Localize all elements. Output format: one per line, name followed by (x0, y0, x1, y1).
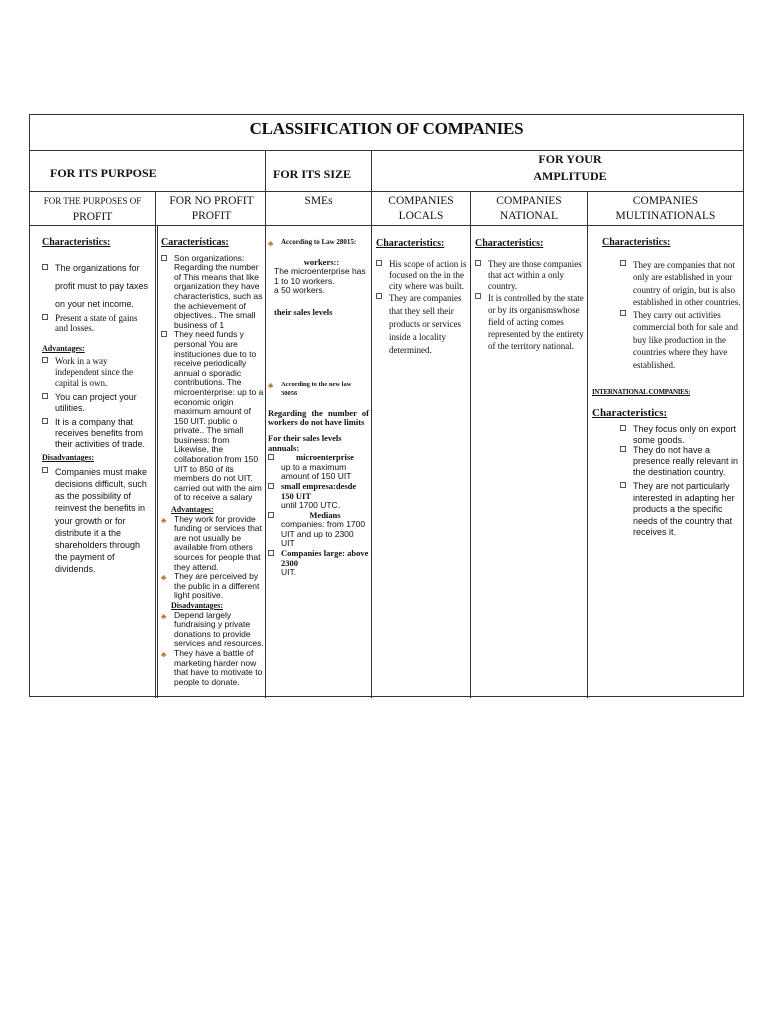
column-divider (157, 225, 158, 698)
checkbox-bullet-icon (620, 482, 626, 488)
checkbox-bullet-icon (268, 512, 274, 518)
bullet-marker-icon: ♣ (268, 380, 274, 390)
list-item: Work in a way independent since the capital is own. (42, 356, 152, 388)
characteristics-heading: Characteristics: (602, 237, 671, 248)
nonprofit-cell (161, 238, 266, 687)
checkbox-bullet-icon (268, 483, 274, 489)
column-divider (371, 150, 372, 698)
column-header-smes: SMEs (304, 195, 333, 207)
column-header-profit: FOR THE PURPOSES OF PROFIT (43, 196, 142, 223)
bullet-marker-icon: ♣ (161, 649, 167, 659)
characteristics-heading: Characteristics: (376, 238, 445, 249)
bullet-marker-icon: ♣ (161, 573, 167, 583)
bullet-marker-icon: ♣ (268, 239, 274, 248)
disadvantages-heading: Disadvantages: (171, 600, 224, 610)
group-header-purpose: FOR ITS PURPOSE (50, 166, 157, 180)
column-divider (470, 191, 471, 698)
checkbox-bullet-icon (268, 454, 274, 460)
list-item: They need funds y personal You are instituciones due to to receive periodically annual o sporadic contributions. The microenterprise: up to a economic origin maximum amount of 150 UIT. public o private.. The small business: from Likewise, the collaboration from 150 UIT to 850 of its members do not UIT. carried out with the aim of to receive a salary (161, 330, 266, 503)
list-item: Companies must make decisions difficult, such as the possibility of reinvest the benefits in your growth or for distribute it a the shareholders through the payment of dividends. (42, 466, 152, 576)
characteristics-heading: Características: (161, 237, 229, 248)
list-item: The organizations for profit must to pay taxes on your net income. (42, 259, 152, 313)
checkbox-bullet-icon (620, 260, 626, 266)
list-item: Son organizations: Regarding the number of This means that like organization they have characteristics, such as the achievement of objectives.. The small business of 1 (161, 254, 266, 331)
group-header-amplitude: FOR YOUR AMPLITUDE (533, 152, 607, 183)
list-item: small empresa:desde 150 UIT until 1700 UTC. (268, 482, 369, 511)
advantages-heading: Advantages: (42, 343, 85, 353)
list-item: Companies large: above 2300 UIT. (268, 549, 369, 578)
checkbox-bullet-icon (620, 446, 626, 452)
list-item: ♣ They are perceived by the public in a different light positive. (161, 571, 260, 601)
advantages-heading: Advantages: (171, 505, 214, 515)
disadvantages-heading: Disadvantages: (42, 453, 95, 463)
national-cell (475, 238, 587, 352)
column-divider (587, 191, 588, 698)
bullet-marker-icon: ♣ (161, 515, 167, 525)
classification-table (29, 114, 744, 697)
column-header-multinationals: COMPANIES MULTINATIONALS (615, 195, 716, 222)
column-header-national: COMPANIES NATIONAL (496, 195, 562, 222)
list-item: They focus only on export some goods. (620, 424, 742, 445)
multinationals-cell (592, 238, 742, 539)
list-item: They do not have a presence really relevant in the destination country. (620, 445, 742, 477)
international-companies-heading: INTERNATIONAL COMPANIES: (592, 388, 691, 397)
column-divider (155, 191, 156, 698)
checkbox-bullet-icon (268, 550, 274, 556)
list-item: They carry out activities commercial both for sale and buy like production in the countries where they have established. (620, 309, 742, 372)
checkbox-bullet-icon (42, 393, 48, 399)
list-item: microenterprise up to a maximum amount of 150 UIT (268, 453, 369, 482)
checkbox-bullet-icon (42, 314, 48, 320)
checkbox-bullet-icon (620, 425, 626, 431)
checkbox-bullet-icon (42, 418, 48, 424)
column-header-locals: COMPANIES LOCALS (388, 195, 454, 222)
law-30056-heading: ♣ According to the new law 30056 (268, 380, 352, 398)
column-header-nonprofit: FOR NO PROFIT PROFIT (169, 195, 254, 222)
list-item: They are companies that they sell their products or services inside a locality determined. (376, 292, 468, 357)
smes-cell (268, 238, 369, 578)
checkbox-bullet-icon (161, 255, 167, 261)
law-30056-text: Regarding the number of workers do not have limits (268, 407, 369, 428)
list-item: They are companies that not only are established in your country of origin, but is also established in other countries. (620, 259, 742, 309)
list-item: They are those companies that act within a only country. (475, 259, 587, 292)
list-item: It is controlled by the state or by its organismswhose field of acting comes represented by the entirety of the territory national. (475, 292, 587, 352)
list-item: His scope of action is focused on the in the city where was built. (376, 259, 468, 292)
characteristics-heading: Characteristics: (592, 406, 668, 419)
checkbox-bullet-icon (161, 331, 167, 337)
checkbox-bullet-icon (475, 260, 481, 266)
list-item: ♣ They have a battle of marketing harder now that have to motivate to people to donate. (161, 647, 263, 687)
locals-cell (376, 238, 468, 357)
list-item: ♣ Depend largely fundraising y private donations to provide services and resources. (161, 609, 264, 649)
list-item: ♣ They work for provide funding or services that are not usually be available from others sources for people that they attend. (161, 513, 262, 572)
characteristics-heading: Characteristics: (42, 237, 111, 248)
group-header-size: FOR ITS SIZE (273, 167, 352, 181)
checkbox-bullet-icon (42, 467, 48, 473)
characteristics-heading: Characteristics: (475, 238, 544, 249)
checkbox-bullet-icon (475, 293, 481, 299)
sales-levels-label: For their sales levels annuals: (268, 432, 342, 453)
checkbox-bullet-icon (620, 310, 626, 316)
header-divider (30, 191, 743, 192)
list-item: It is a company that receives benefits from their activities of trade. (42, 417, 152, 449)
law-28015-heading: ♣ According to Law 28015: (268, 238, 357, 248)
checkbox-bullet-icon (42, 264, 48, 270)
checkbox-bullet-icon (42, 357, 48, 363)
checkbox-bullet-icon (376, 293, 382, 299)
list-item: Medians companies: from 1700 UIT and up to 2300 UIT (268, 511, 369, 549)
subheader-divider (30, 225, 743, 226)
bullet-marker-icon: ♣ (161, 611, 167, 621)
page-title: CLASSIFICATION OF COMPANIES (30, 115, 743, 151)
list-item: Present a state of gains and losses. (42, 313, 152, 334)
law-28015-text: workers:: The microenterprise has 1 to 10 workers. a 50 workers. their sales levels (274, 256, 366, 317)
checkbox-bullet-icon (376, 260, 382, 266)
list-item: You can project your utilities. (42, 392, 152, 413)
profit-cell (42, 238, 152, 576)
list-item: They are not particularly interested in adapting her products a the specific needs of the country that receives it. (620, 481, 742, 539)
